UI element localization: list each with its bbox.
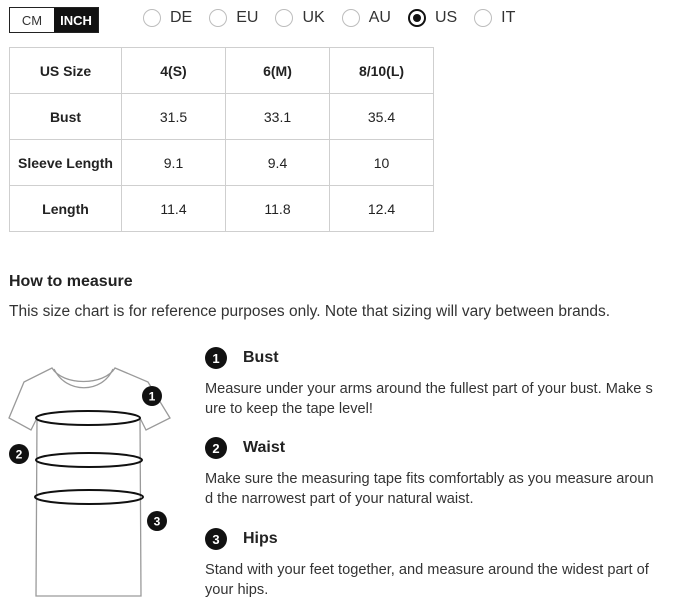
cell: 11.8 [226,186,330,232]
region-label-de: DE [170,9,193,26]
step-title-hips: Hips [243,530,278,547]
step-desc-line: d the narrowest part of your natural waist. [205,491,474,507]
header-l: 8/10(L) [330,48,434,94]
step-desc-line: Stand with your feet together, and measure around the widest part of [205,562,649,578]
cell: 10 [330,140,434,186]
step-number-3: 3 [205,528,227,550]
region-au[interactable] [342,9,391,27]
row-label: Bust [10,94,122,140]
step-number-2: 2 [205,437,227,459]
region-label-au: AU [368,9,391,26]
row-label: Sleeve Length [10,140,122,186]
cell: 11.4 [122,186,226,232]
region-uk[interactable] [275,9,324,27]
marker-3-label: 3 [153,514,161,529]
cell: 12.4 [330,186,434,232]
step-number-1: 1 [205,347,227,369]
header-m: 6(M) [226,48,330,94]
measure-title: How to measure [9,273,133,290]
unit-inch-button[interactable]: INCH [54,8,98,32]
region-it[interactable] [474,9,515,27]
step-desc-line: Make sure the measuring tape fits comfortably as you measure aroun [205,471,654,487]
cell: 31.5 [122,94,226,140]
bust-tape [36,411,140,425]
table-row [10,140,434,186]
cell: 9.4 [226,140,330,186]
radio-us[interactable] [408,9,426,27]
step-desc-line: Measure under your arms around the fullest part of your bust. Make s [205,381,653,397]
shirt-diagram [0,360,180,600]
radio-it[interactable] [474,9,492,27]
region-selector [143,9,532,27]
step-desc-line: ure to keep the tape level! [205,401,373,417]
step-title-bust: Bust [243,349,279,366]
marker-1-label: 1 [148,389,156,404]
radio-eu[interactable] [209,9,227,27]
cell: 35.4 [330,94,434,140]
row-label: Length [10,186,122,232]
step-hips [205,528,695,600]
unit-toggle [9,7,99,33]
step-desc-waist [205,469,695,509]
cell: 9.1 [122,140,226,186]
shirt-neckline [54,369,113,388]
radio-uk[interactable] [275,9,293,27]
table-row [10,94,434,140]
step-desc-line: your hips. [205,582,269,598]
measure-note: This size chart is for reference purposes only. Note that sizing will vary between brands. [9,303,611,320]
step-desc-bust [205,379,695,419]
step-waist [205,437,695,509]
hips-tape [35,490,143,504]
region-label-eu: EU [236,9,259,26]
unit-cm-button[interactable]: CM [10,8,54,32]
region-label-uk: UK [302,9,325,26]
radio-au[interactable] [342,9,360,27]
step-desc-hips [205,560,695,600]
header-size: US Size [10,48,122,94]
size-table [9,47,434,232]
region-us[interactable] [408,9,457,27]
table-header-row [10,48,434,94]
region-eu[interactable] [209,9,258,27]
region-label-us: US [434,9,458,26]
step-bust [205,347,695,419]
table-row [10,186,434,232]
region-label-it: IT [501,9,516,26]
step-title-waist: Waist [243,439,286,456]
radio-de[interactable] [143,9,161,27]
header-s: 4(S) [122,48,226,94]
region-de[interactable] [143,9,192,27]
marker-2-label: 2 [15,447,23,462]
waist-tape [36,453,142,467]
cell: 33.1 [226,94,330,140]
